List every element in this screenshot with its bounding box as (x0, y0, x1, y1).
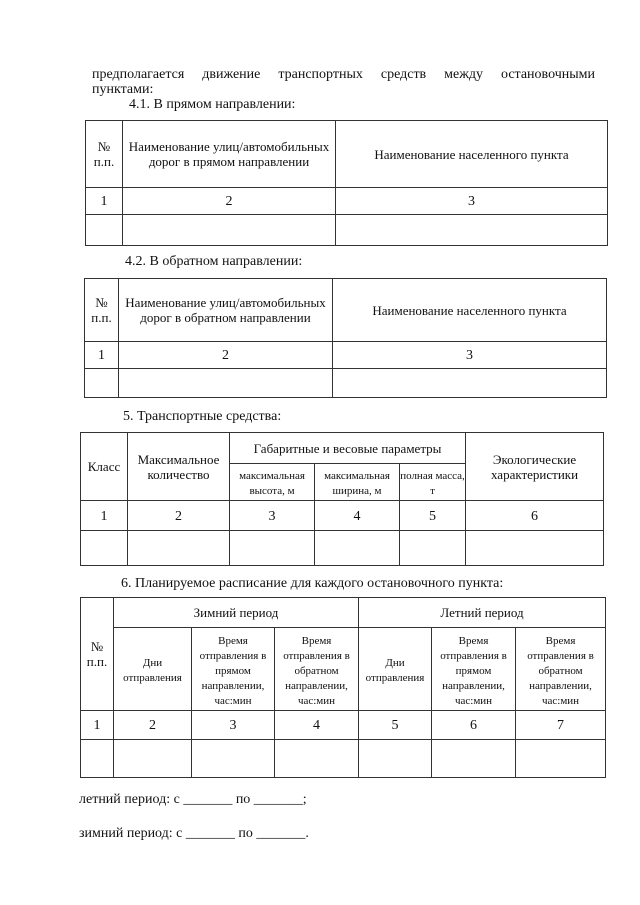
empty-cell[interactable] (123, 215, 336, 246)
header-winter-backward-time: Время отправления в обратном направлении, час:мин (275, 628, 359, 711)
header-settlement: Наименование населенного пункта (333, 279, 607, 342)
col-number-2: 2 (128, 501, 230, 531)
header-max-height: максимальная высота, м (230, 464, 315, 501)
section-5-title: 5. Транспортные средства: (123, 409, 282, 424)
empty-cell[interactable] (86, 215, 123, 246)
intro-line-1: предполагается движение транспортных средств между остановочными (92, 67, 595, 82)
empty-cell[interactable] (400, 531, 466, 566)
header-winter-period: Зимний период (114, 598, 359, 628)
empty-cell[interactable] (333, 369, 607, 398)
col-number-5: 5 (400, 501, 466, 531)
header-settlement: Наименование населенного пункта (336, 121, 608, 188)
section-4-1-title: 4.1. В прямом направлении: (129, 97, 296, 112)
col-number-4: 4 (275, 711, 359, 740)
col-number-3: 3 (336, 188, 608, 215)
header-winter-forward-time: Время отправления в прямом направлении, час:мин (192, 628, 275, 711)
col-number-2: 2 (123, 188, 336, 215)
col-number-4: 4 (315, 501, 400, 531)
header-ecological: Экологические характеристики (466, 433, 604, 501)
empty-cell[interactable] (315, 531, 400, 566)
header-summer-days: Дни отправления (359, 628, 432, 711)
empty-cell[interactable] (230, 531, 315, 566)
winter-period-line: зимний период: с _______ по _______. (79, 826, 309, 841)
header-dimensions: Габаритные и весовые параметры (230, 433, 466, 464)
empty-cell[interactable] (81, 740, 114, 778)
header-class: Класс (81, 433, 128, 501)
header-winter-days: Дни отправления (114, 628, 192, 711)
backward-route-table (84, 278, 607, 398)
header-streets: Наименование улиц/автомобильных дорог в обратном направлении (119, 279, 333, 342)
header-total-mass: полная масса, т (400, 464, 466, 501)
col-number-3: 3 (230, 501, 315, 531)
empty-cell[interactable] (432, 740, 516, 778)
header-summer-period: Летний период (359, 598, 606, 628)
header-summer-forward-time: Время отправления в прямом направлении, час:мин (432, 628, 516, 711)
empty-cell[interactable] (359, 740, 432, 778)
section-6-title: 6. Планируемое расписание для каждого остановочного пункта: (121, 576, 504, 591)
empty-cell[interactable] (336, 215, 608, 246)
col-number-6: 6 (466, 501, 604, 531)
empty-cell[interactable] (192, 740, 275, 778)
header-number: № п.п. (81, 598, 114, 711)
header-max-width: максимальная ширина, м (315, 464, 400, 501)
col-number-1: 1 (85, 342, 119, 369)
empty-cell[interactable] (275, 740, 359, 778)
empty-cell[interactable] (119, 369, 333, 398)
empty-cell[interactable] (85, 369, 119, 398)
empty-cell[interactable] (128, 531, 230, 566)
empty-cell[interactable] (81, 531, 128, 566)
header-number: № п.п. (86, 121, 123, 188)
schedule-table (80, 597, 606, 778)
forward-route-table (85, 120, 608, 246)
col-number-3: 3 (192, 711, 275, 740)
col-number-2: 2 (119, 342, 333, 369)
col-number-3: 3 (333, 342, 607, 369)
empty-cell[interactable] (466, 531, 604, 566)
header-summer-backward-time: Время отправления в обратном направлении, час:мин (516, 628, 606, 711)
empty-cell[interactable] (114, 740, 192, 778)
col-number-1: 1 (81, 711, 114, 740)
col-number-5: 5 (359, 711, 432, 740)
col-number-2: 2 (114, 711, 192, 740)
col-number-1: 1 (86, 188, 123, 215)
col-number-7: 7 (516, 711, 606, 740)
empty-cell[interactable] (516, 740, 606, 778)
header-number: № п.п. (85, 279, 119, 342)
col-number-1: 1 (81, 501, 128, 531)
intro-line-2: пунктами: (92, 82, 154, 97)
col-number-6: 6 (432, 711, 516, 740)
header-max-quantity: Максимальное количество (128, 433, 230, 501)
vehicles-table (80, 432, 604, 566)
header-streets: Наименование улиц/автомобильных дорог в прямом направлении (123, 121, 336, 188)
section-4-2-title: 4.2. В обратном направлении: (125, 254, 303, 269)
summer-period-line: летний период: с _______ по _______; (79, 792, 307, 807)
